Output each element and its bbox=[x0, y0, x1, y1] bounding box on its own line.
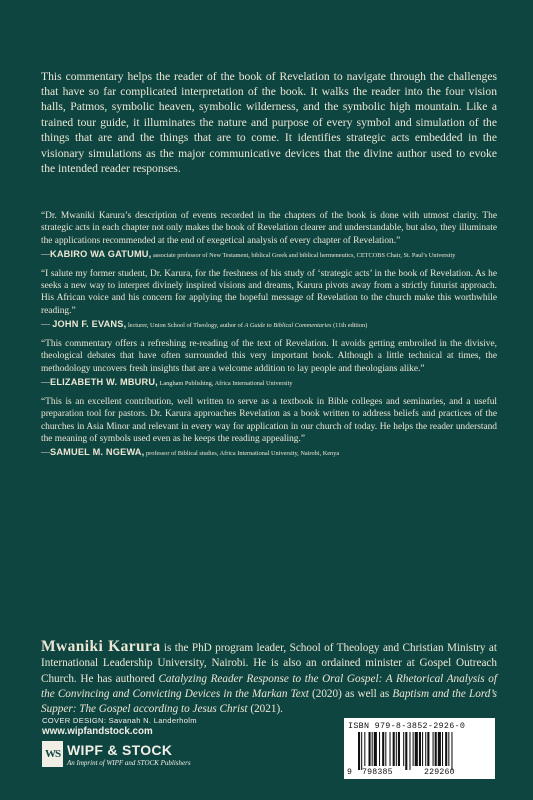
endorsement-quote: “This commentary offers a refreshing re-reading of the text of Revelation. It avoids getting embroiled in the divisive, theological debates that have often surrounded this very important book. Although a little technical at times, the methodology uncovers fresh insights that are a welcome addition to lay people and theologians alike.” bbox=[41, 339, 497, 374]
barcode-bar bbox=[374, 732, 377, 766]
endorser-name: JOHN F. EVANS, bbox=[52, 319, 127, 330]
barcode-bar bbox=[413, 732, 414, 766]
endorser-role: associate professor of New Testament, biblical Greek and biblical hermeneutics, CETCOBS Chair, St. Paul’s University bbox=[152, 251, 456, 259]
endorsement bbox=[41, 396, 497, 458]
endorsement-attribution bbox=[41, 250, 497, 260]
endorsement-attribution bbox=[41, 320, 497, 330]
attribution-dash: — bbox=[41, 319, 53, 330]
barcode-bar bbox=[409, 732, 410, 770]
barcode-bar bbox=[425, 732, 426, 766]
barcode-bar bbox=[390, 732, 391, 766]
endorsement-attribution bbox=[41, 448, 497, 458]
barcode-bar bbox=[382, 732, 384, 766]
author-bio-text-1: is the PhD program leader, School of Theology and Christian Ministry at International Leadership University, Nairobi. He is also an ordained minister at Gospel Outreach Church. He has authored bbox=[41, 642, 497, 685]
endorser-name: SAMUEL M. NGEWA, bbox=[50, 447, 145, 458]
barcode-digits-right: 229260 bbox=[424, 768, 455, 777]
endorser-name: KABIRO WA GATUMU, bbox=[50, 248, 152, 259]
barcode-bar bbox=[364, 732, 365, 766]
barcode-bar bbox=[433, 732, 434, 766]
publisher-name: WIPF & STOCK bbox=[67, 741, 173, 758]
endorsements bbox=[41, 210, 497, 466]
author-bio bbox=[41, 639, 497, 717]
publisher-logo bbox=[42, 741, 197, 767]
barcode-bar bbox=[358, 732, 360, 770]
barcode-bar bbox=[438, 732, 441, 766]
author-bio-text-2: (2020) as well as bbox=[308, 688, 393, 701]
author-book-2: Baptism and the Lord’s Supper: The Gospel according to Jesus Christ bbox=[41, 688, 497, 716]
author-name: Mwaniki Karura bbox=[41, 638, 161, 656]
attribution-dash: — bbox=[41, 376, 50, 387]
barcode-bar bbox=[422, 732, 423, 766]
barcode-digit-lead: 9 bbox=[347, 768, 353, 777]
barcode-bar bbox=[393, 732, 395, 766]
publisher-credits bbox=[42, 716, 197, 767]
isbn-label: ISBN 979-8-3852-2926-0 bbox=[348, 721, 466, 731]
barcode-bar bbox=[372, 732, 373, 766]
endorser-role-tail: (11th edition) bbox=[331, 322, 368, 330]
endorsement bbox=[41, 268, 497, 330]
publisher-website: www.wipfandstock.com bbox=[42, 726, 153, 737]
publisher-logo-mark: WS bbox=[42, 741, 63, 767]
endorsement bbox=[41, 338, 497, 388]
endorser-role-title: A Guide to Biblical Commentaries bbox=[244, 322, 332, 330]
barcode-bar bbox=[361, 732, 362, 770]
barcode-bar bbox=[405, 732, 407, 770]
endorsement-attribution bbox=[41, 378, 497, 388]
endorsement-quote: “Dr. Mwaniki Karura’s description of events recorded in the chapters of the book is done with utmost clarity. The strategic acts in each chapter not only makes the book of Revelation clearer and understandable, but also, they illuminate the applications recommended at the end of exegetical analysis of every chapter of Revelation.” bbox=[41, 211, 497, 246]
barcode-bar bbox=[451, 732, 452, 770]
endorser-role: Langham Publishing, Africa International University bbox=[159, 379, 293, 387]
barcode-bar bbox=[403, 732, 404, 766]
barcode-bar bbox=[396, 732, 397, 766]
barcode-bar bbox=[448, 732, 449, 766]
endorsement-quote: “I salute my former student, Dr. Karura, for the freshness of his study of ‘strategic acts’ in the book of Revelation. As he seeks a new way to interpret divinely inspired visions and dreams, Karura pivots away from a strictly futurist approach. His African voice and his concern for applying the hopeful message of Revelation to the church make this worthwhile reading.” bbox=[41, 268, 497, 316]
attribution-dash: — bbox=[41, 248, 50, 259]
endorser-name: ELIZABETH W. MBURU, bbox=[50, 376, 158, 387]
intro-paragraph: This commentary helps the reader of the book of Revelation to navigate through the challenges that have so far complicated interpretation of the book. It walks the reader into the four vision halls, Patmos, symbolic heaven, symbolic wilderness, and the symbolic high mountain. Like a trained tour guide, it illuminates the nature and purpose of every symbol and simulation of the things that are and the things that are to come. It identifies strategic acts embedded in the visionary simulations as the major communicative devices that the divine author used to evoke the intended reader responses. bbox=[41, 69, 497, 176]
barcode-bar bbox=[398, 732, 400, 766]
endorsement-quote: “This is an excellent contribution, well written to serve as a textbook in Bible colleges and seminaries, and a useful preparation tool for pastors. Dr. Karura approaches Revelation as a book written to address beliefs and practices of the churches in Asia Minor and relevant in every way for application in our church of today. He helps the reader understand the meaning of symbols used even as he keeps the reading appealing.” bbox=[41, 396, 497, 444]
cover-design-credit: COVER DESIGN: Savanah N. Landerholm bbox=[42, 716, 197, 725]
isbn-barcode bbox=[344, 718, 495, 779]
publisher-imprint: An Imprint of WIPF and STOCK Publishers bbox=[67, 758, 191, 767]
barcode-bar bbox=[442, 732, 443, 766]
barcode-bar bbox=[369, 732, 371, 766]
barcode-bar bbox=[385, 732, 386, 766]
barcode-bar bbox=[427, 732, 429, 766]
author-book-1: Catalyzing Reader Response to the Oral Gospel: A Rhetorical Analysis of the Convincing and Convicting Devices in the Markan Text bbox=[41, 672, 497, 701]
author-bio-text-3: (2021). bbox=[247, 703, 283, 716]
barcode-digits-left: 798385 bbox=[362, 768, 393, 777]
barcode-bar bbox=[415, 732, 418, 766]
barcode-bar bbox=[419, 732, 421, 766]
barcode-bar bbox=[435, 732, 437, 766]
barcode-bar bbox=[445, 732, 447, 766]
endorser-role: lecturer, Union School of Theology, author of bbox=[127, 322, 245, 330]
attribution-dash: — bbox=[41, 447, 50, 458]
endorser-role: professor of Biblical studies, Africa International University, Nairobi, Kenya bbox=[145, 450, 340, 458]
barcode-bar bbox=[379, 732, 380, 766]
endorsement bbox=[41, 210, 497, 260]
